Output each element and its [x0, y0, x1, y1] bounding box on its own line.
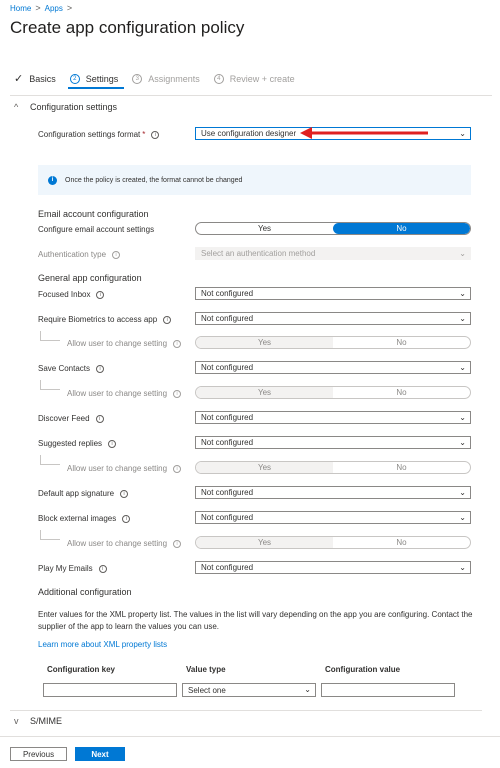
breadcrumb-separator: >: [35, 3, 41, 13]
steps-divider: [10, 95, 492, 96]
chevron-down-icon: ⌄: [459, 363, 466, 372]
chevron-down-icon: ⌄: [304, 685, 311, 694]
auth-type-label: Authentication type: [38, 250, 107, 259]
biometrics-dropdown[interactable]: [195, 312, 471, 325]
tree-connector: [40, 380, 60, 390]
step-number-badge: 3: [132, 74, 142, 84]
block-images-label-row: [38, 514, 130, 523]
play-my-emails-dropdown[interactable]: [195, 561, 471, 574]
toggle-no[interactable]: No: [333, 223, 470, 234]
toggle-yes: Yes: [196, 337, 333, 348]
biometrics-allow-toggle: [195, 336, 471, 349]
dropdown-value: Not configured: [201, 363, 254, 372]
default-signature-dropdown[interactable]: [195, 486, 471, 499]
step-label: Review + create: [229, 73, 295, 84]
step-label: Basics: [29, 73, 56, 84]
info-icon[interactable]: i: [173, 540, 181, 548]
dropdown-value: Not configured: [201, 289, 254, 298]
info-icon[interactable]: i: [151, 131, 159, 139]
breadcrumb: [10, 3, 72, 13]
configure-email-label: Configure email account settings: [38, 225, 155, 234]
smime-header[interactable]: [14, 716, 62, 726]
allow-change-label: Allow user to change setting: [67, 539, 168, 548]
info-icon[interactable]: i: [96, 415, 104, 423]
chevron-down-icon: ⌄: [459, 513, 466, 522]
allow-change-label-row: [67, 539, 181, 548]
dropdown-value: Not configured: [201, 563, 254, 572]
allow-change-label: Allow user to change setting: [67, 389, 168, 398]
focused-inbox-label-row: [38, 290, 104, 299]
footer-divider: [0, 736, 500, 737]
discover-feed-label-row: [38, 414, 104, 423]
checkmark-icon: ✓: [14, 73, 24, 85]
general-config-heading: General app configuration: [38, 273, 142, 283]
save-contacts-allow-toggle: [195, 386, 471, 399]
tree-connector: [40, 530, 60, 540]
setting-label: Default app signature: [38, 489, 115, 498]
info-banner: [38, 165, 471, 195]
section-title: Configuration settings: [30, 102, 118, 112]
required-marker: *: [142, 130, 146, 139]
additional-config-heading: Additional configuration: [38, 587, 132, 597]
step-settings[interactable]: [70, 74, 119, 84]
info-icon[interactable]: i: [99, 565, 107, 573]
step-label: Assignments: [148, 73, 200, 84]
chevron-up-icon: ^: [14, 102, 19, 112]
dropdown-value: Not configured: [201, 488, 254, 497]
discover-feed-dropdown[interactable]: [195, 411, 471, 424]
section-title: S/MIME: [30, 716, 63, 726]
dropdown-placeholder: Select an authentication method: [201, 249, 316, 258]
chevron-down-icon: v: [14, 716, 19, 726]
chevron-down-icon: ⌄: [459, 289, 466, 298]
configure-email-toggle[interactable]: [195, 222, 471, 235]
play-my-emails-label-row: [38, 564, 107, 573]
chevron-down-icon: ⌄: [459, 438, 466, 447]
wizard-steps: [14, 72, 309, 85]
info-filled-icon: i: [48, 176, 57, 185]
suggested-replies-dropdown[interactable]: [195, 436, 471, 449]
page-title: Create app configuration policy: [10, 18, 245, 37]
suggested-replies-allow-toggle: [195, 461, 471, 474]
info-banner-text: Once the policy is created, the format cannot be changed: [65, 176, 243, 184]
info-icon[interactable]: i: [173, 390, 181, 398]
active-step-underline: [68, 87, 124, 89]
toggle-yes: Yes: [196, 387, 333, 398]
toggle-no: No: [396, 463, 407, 472]
breadcrumb-apps[interactable]: Apps: [44, 3, 63, 13]
setting-label: Suggested replies: [38, 439, 103, 448]
format-label: Configuration settings format: [38, 130, 141, 139]
chevron-down-icon: ⌄: [459, 563, 466, 572]
setting-label: Focused Inbox: [38, 290, 91, 299]
dropdown-value: Not configured: [201, 413, 254, 422]
section-divider: [10, 710, 482, 711]
red-arrow-annotation: [300, 125, 430, 141]
column-header-key: Configuration key: [47, 665, 116, 674]
auth-type-label-row: [38, 250, 120, 259]
info-icon[interactable]: i: [112, 251, 120, 259]
auth-type-dropdown: [195, 247, 471, 260]
info-icon[interactable]: i: [173, 465, 181, 473]
chevron-down-icon: ⌄: [459, 314, 466, 323]
next-button[interactable]: Next: [75, 747, 125, 761]
save-contacts-label-row: [38, 364, 104, 373]
dropdown-value: Not configured: [201, 438, 254, 447]
value-type-dropdown[interactable]: [182, 683, 316, 697]
info-icon[interactable]: i: [163, 316, 171, 324]
step-label: Settings: [85, 73, 119, 84]
block-images-dropdown[interactable]: [195, 511, 471, 524]
chevron-down-icon: ⌄: [459, 129, 466, 138]
additional-config-description: Enter values for the XML property list. The values in the list will vary depending on the app you are configuring. Contact the supplier of the app to learn the values you can use.: [38, 610, 473, 631]
chevron-down-icon: ⌄: [459, 413, 466, 422]
step-assignments[interactable]: [132, 74, 200, 84]
setting-label: Block external images: [38, 514, 117, 523]
info-icon[interactable]: i: [173, 340, 181, 348]
toggle-yes: Yes: [196, 462, 333, 473]
learn-more-link[interactable]: Learn more about XML property lists: [38, 640, 168, 649]
toggle-yes: Yes: [196, 537, 333, 548]
default-signature-label-row: [38, 489, 128, 498]
chevron-down-icon: ⌄: [459, 249, 466, 258]
info-icon[interactable]: i: [96, 291, 104, 299]
tree-connector: [40, 455, 60, 465]
biometrics-label-row: [38, 315, 171, 324]
allow-change-label: Allow user to change setting: [67, 464, 168, 473]
info-icon[interactable]: i: [120, 490, 128, 498]
column-header-type: Value type: [186, 665, 226, 674]
column-header-value: Configuration value: [325, 665, 401, 674]
breadcrumb-home[interactable]: Home: [10, 3, 32, 13]
config-settings-header[interactable]: [14, 102, 117, 112]
dropdown-value: Use configuration designer: [201, 129, 297, 138]
email-config-heading: Email account configuration: [38, 209, 149, 219]
toggle-no: No: [396, 338, 407, 347]
setting-label: Play My Emails: [38, 564, 93, 573]
step-review-create[interactable]: [214, 74, 295, 84]
allow-change-label: Allow user to change setting: [67, 339, 168, 348]
suggested-replies-label-row: [38, 439, 116, 448]
block-images-allow-toggle: [195, 536, 471, 549]
config-value-input[interactable]: [321, 683, 455, 697]
toggle-no: No: [396, 538, 407, 547]
save-contacts-dropdown[interactable]: [195, 361, 471, 374]
tree-connector: [40, 331, 60, 341]
info-icon[interactable]: i: [108, 440, 116, 448]
step-number-badge: 4: [214, 74, 224, 84]
format-label-row: [38, 130, 159, 139]
setting-label: Save Contacts: [38, 364, 91, 373]
breadcrumb-separator: >: [66, 3, 73, 13]
dropdown-value: Not configured: [201, 314, 254, 323]
chevron-down-icon: ⌄: [459, 488, 466, 497]
focused-inbox-dropdown[interactable]: [195, 287, 471, 300]
allow-change-label-row: [67, 389, 181, 398]
dropdown-value: Not configured: [201, 513, 254, 522]
previous-button[interactable]: Previous: [10, 747, 67, 761]
info-icon[interactable]: i: [96, 365, 104, 373]
setting-label: Discover Feed: [38, 414, 90, 423]
toggle-yes[interactable]: Yes: [257, 224, 272, 233]
config-key-input[interactable]: [43, 683, 177, 697]
setting-label: Require Biometrics to access app: [38, 315, 158, 324]
step-basics[interactable]: [14, 72, 56, 85]
toggle-no: No: [396, 388, 407, 397]
info-icon[interactable]: i: [122, 515, 130, 523]
allow-change-label-row: [67, 464, 181, 473]
dropdown-placeholder: Select one: [188, 685, 226, 695]
step-number-badge: 2: [70, 74, 80, 84]
allow-change-label-row: [67, 339, 181, 348]
